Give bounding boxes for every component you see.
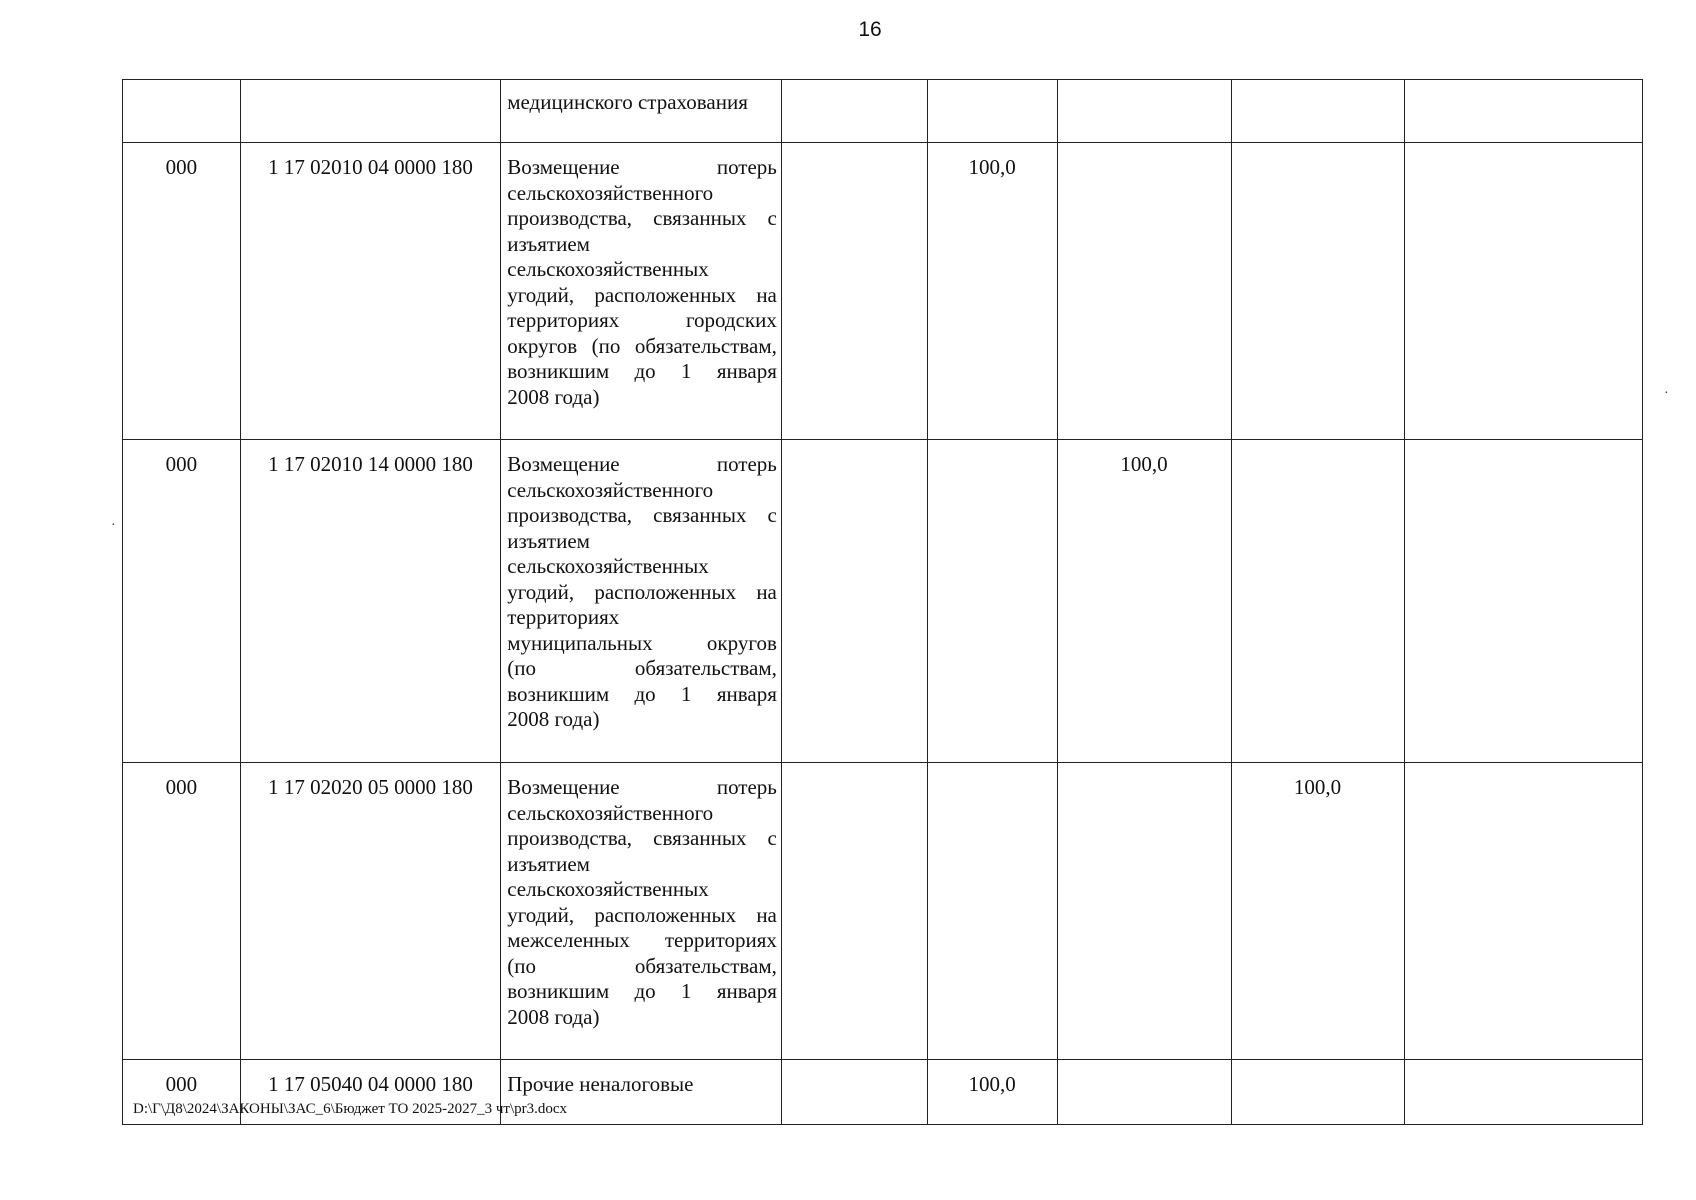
budget-classification-code-cell: 1 17 02020 05 0000 180 (240, 763, 501, 1060)
amount-cell (1057, 763, 1231, 1060)
description-line: сельскохозяйственного (507, 477, 714, 502)
description-line: Возмещение потерь (507, 452, 777, 476)
description-line: 2008 года) (507, 1004, 600, 1029)
amount-cell (1057, 80, 1231, 143)
admin-code-cell: 000 (123, 1060, 241, 1125)
table-row (123, 80, 1643, 143)
description-line: изъятием (507, 231, 590, 256)
amount-cell (1231, 440, 1404, 763)
amount-cell (1404, 1060, 1642, 1125)
footer-file-path: D:\Г\Д8\2024\ЗАКОНЫ\ЗАС_6\Бюджет ТО 2025-2027_3 чт\pr3.docx (133, 1101, 568, 1117)
description-line: (по обязательствам, (507, 656, 777, 680)
description-line: территориях городских (507, 308, 777, 332)
budget-classification-code-cell: 1 17 05040 04 0000 180 (240, 1060, 501, 1125)
amount-cell (1057, 1060, 1231, 1125)
description-line: медицинского страхования (507, 90, 748, 114)
amount-cell (1231, 143, 1404, 440)
amount-cell (1404, 440, 1642, 763)
description-line: сельскохозяйственного (507, 180, 714, 205)
income-description-cell (501, 143, 782, 440)
description-line: Прочие неналоговые (507, 1072, 694, 1096)
table-row (123, 143, 1643, 440)
amount-cell (1057, 143, 1231, 440)
description-line: возникшим до 1 января (507, 359, 777, 383)
amount-cell: 100,0 (1057, 440, 1231, 763)
table-row (123, 440, 1643, 763)
description-line: 2008 года) (507, 707, 600, 731)
budget-classification-code-cell: 1 17 02010 14 0000 180 (240, 440, 501, 763)
admin-code-cell: 000 (123, 763, 241, 1060)
description-line: производства, связанных с (507, 503, 777, 527)
description-line: изъятием (507, 851, 590, 876)
amount-cell (927, 763, 1057, 1060)
budget-table (122, 79, 1643, 1125)
table-row (123, 763, 1643, 1060)
amount-cell (1404, 143, 1642, 440)
admin-code-cell (123, 80, 241, 143)
description-line: возникшим до 1 января (507, 681, 777, 706)
description-line: Возмещение потерь (507, 775, 777, 799)
description-line: производства, связанных с (507, 826, 777, 850)
amount-cell (781, 1060, 927, 1125)
income-description-cell (501, 80, 782, 143)
description-line: сельскохозяйственных (507, 257, 709, 281)
amount-cell (781, 440, 927, 763)
description-line: возникшим до 1 января (507, 979, 777, 1003)
description-line: территориях (507, 605, 620, 629)
amount-cell (781, 143, 927, 440)
income-description-cell (501, 440, 782, 763)
budget-classification-code-cell: 1 17 02010 04 0000 180 (240, 143, 501, 440)
amount-cell (927, 80, 1057, 143)
income-description-cell (501, 763, 782, 1060)
page-number: 16 (858, 18, 882, 41)
amount-cell (781, 80, 927, 143)
amount-cell: 100,0 (927, 143, 1057, 440)
table-body (123, 80, 1643, 1125)
amount-cell (1231, 1060, 1404, 1125)
amount-cell (781, 763, 927, 1060)
scan-speck: · (111, 518, 116, 533)
scan-speck: · (1664, 386, 1669, 401)
description-line: округов (по обязательствам, (507, 333, 777, 358)
description-line: угодий, расположенных на (507, 579, 777, 604)
description-line: сельскохозяйственных (507, 554, 709, 578)
description-line: угодий, расположенных на (507, 282, 777, 307)
admin-code-cell: 000 (123, 440, 241, 763)
amount-cell: 100,0 (927, 1060, 1057, 1125)
description-line: 2008 года) (507, 384, 600, 409)
description-line: межселенных территориях (507, 928, 777, 952)
amount-cell (1231, 80, 1404, 143)
description-line: сельскохозяйственного (507, 800, 714, 825)
description-line: муниципальных округов (507, 630, 777, 655)
admin-code-cell: 000 (123, 143, 241, 440)
description-line: (по обязательствам, (507, 953, 777, 978)
budget-classification-code-cell (240, 80, 501, 143)
description-line: изъятием (507, 528, 590, 553)
amount-cell (927, 440, 1057, 763)
amount-cell (1404, 80, 1642, 143)
description-line: Возмещение потерь (507, 155, 777, 179)
amount-cell (1404, 763, 1642, 1060)
description-line: угодий, расположенных на (507, 902, 777, 927)
description-line: производства, связанных с (507, 206, 777, 230)
description-line: сельскохозяйственных (507, 877, 709, 901)
amount-cell: 100,0 (1231, 763, 1404, 1060)
